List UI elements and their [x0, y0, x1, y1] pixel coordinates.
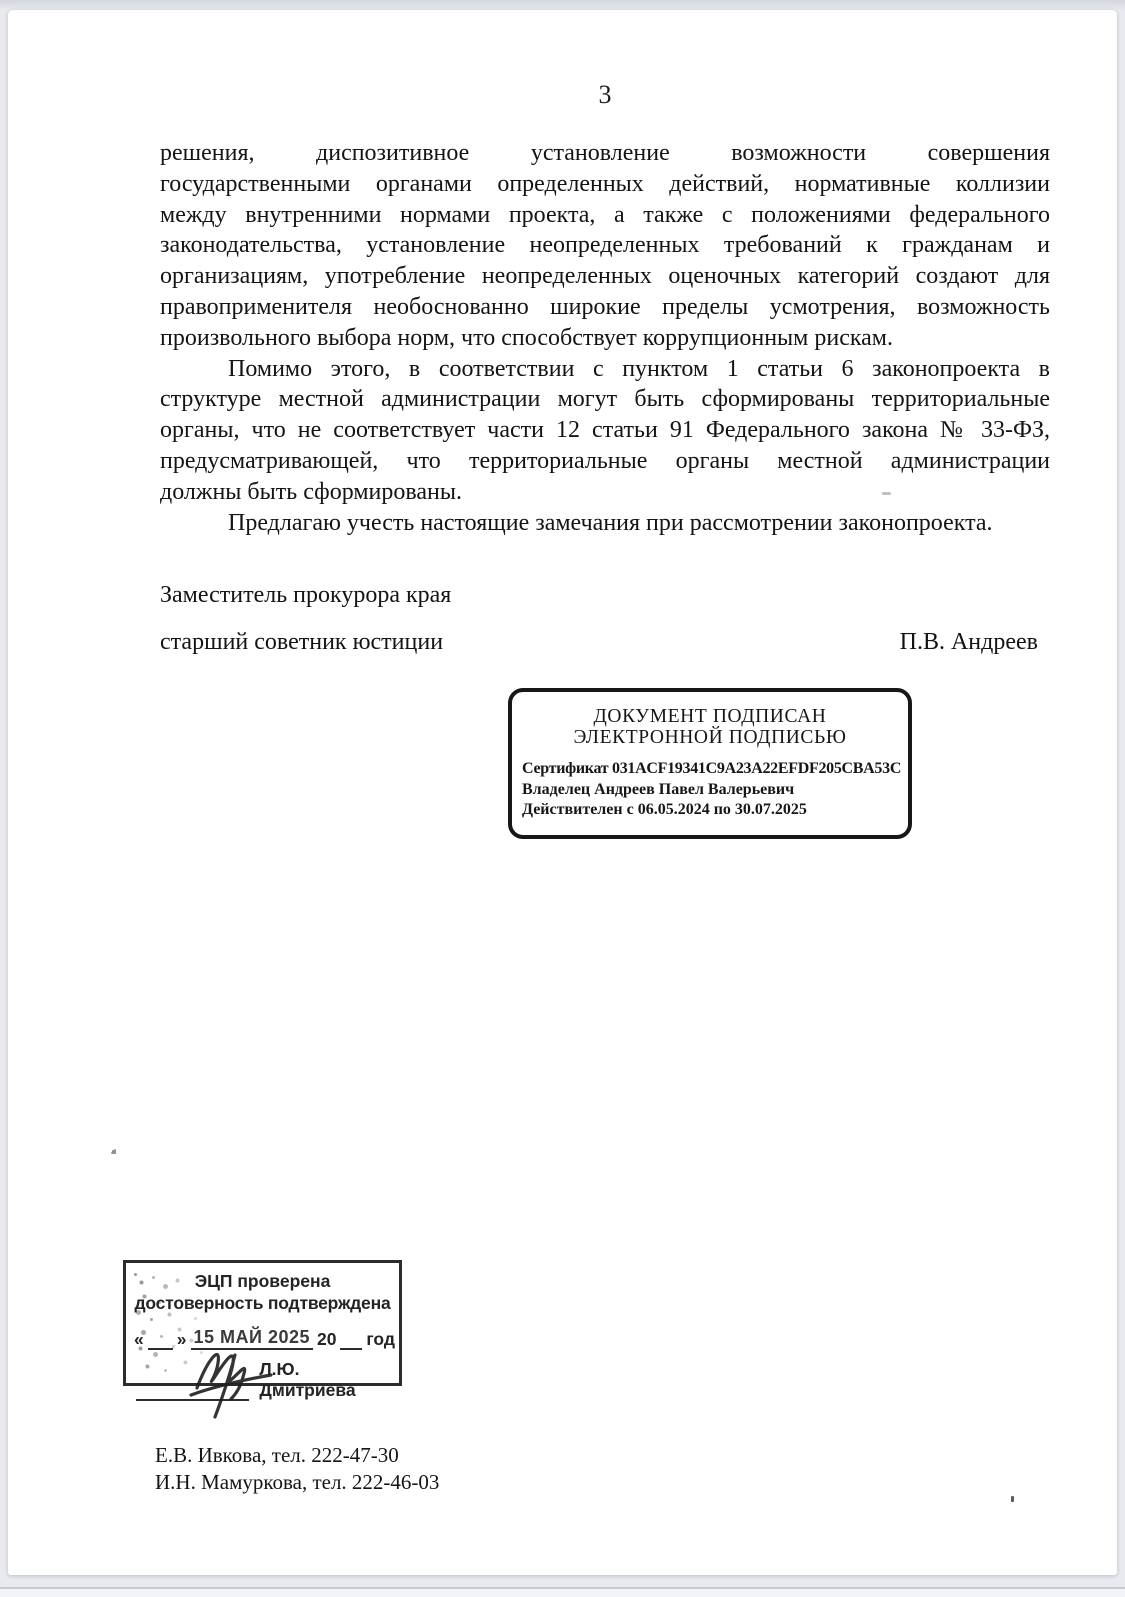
scan-speck [112, 1150, 116, 1154]
page-number: 3 [598, 80, 612, 109]
body-line: между внутренними нормами проекта, а также с положениями федерального [160, 201, 1050, 228]
day-blank-line [148, 1332, 173, 1350]
esign-title [512, 706, 908, 748]
body-line: правоприменителя необоснованно широкие пределы усмотрения, возможность [160, 293, 1050, 320]
stamp-line1: ЭЦП проверена [194, 1271, 331, 1291]
stamped-date: 15 МАЙ 2025 [191, 1327, 314, 1350]
body-text [160, 138, 1050, 538]
signer-position-line1: Заместитель прокурора края [160, 582, 452, 608]
stamp-line2: достоверность подтверждена [134, 1293, 391, 1313]
year-blank-line [340, 1332, 362, 1350]
body-line: предусматривающей, что территориальные органы местной администрации [160, 447, 1050, 474]
year-suffix: год [366, 1329, 395, 1349]
signature-row [160, 629, 1038, 656]
contact-line: И.Н. Мамуркова, тел. 222-46-03 [155, 1470, 440, 1494]
footer-contacts [155, 1442, 439, 1496]
stamp-ink-speckles [134, 1273, 137, 1276]
viewer-bottom-area [0, 1589, 1125, 1597]
body-line: структуре местной администрации могут быть сформированы территориальные [160, 386, 1050, 413]
body-line: законодательства, установление неопределенных требований к гражданам и [160, 232, 1050, 259]
esign-certificate: Сертификат 031ACF19341C9A23A22EFDF205CBA53C [522, 760, 902, 777]
quote-close-mark: » [176, 1329, 187, 1349]
esign-title-line2: ЭЛЕКТРОННОЙ ПОДПИСЬЮ [573, 727, 847, 748]
stamp-signature-row [136, 1359, 395, 1401]
contact-line: Е.В. Ивкова, тел. 222-47-30 [155, 1443, 399, 1467]
viewer-top-edge [0, 0, 1125, 10]
body-line: органы, что не соответствует части 12 статьи 91 Федерального закона № 33-ФЗ, [160, 417, 1050, 444]
esign-owner: Владелец Андреев Павел Валерьевич [522, 780, 795, 798]
body-line: должны быть сформированы. [160, 478, 462, 505]
body-line: решения, диспозитивное установление возможности совершения [160, 140, 1050, 166]
signer-position-line2: старший советник юстиции [160, 629, 444, 655]
stamp-signer-name: Л.Ю. Дмитриева [259, 1359, 356, 1400]
year-prefix: 20 [317, 1329, 337, 1349]
body-line: государственными органами определенных действий, нормативные коллизии [160, 170, 1050, 197]
body-line: Помимо этого, в соответствии с пунктом 1 статьи 6 законопроекта в [228, 355, 1050, 382]
scan-speck [1011, 1496, 1014, 1502]
body-line: организациям, употребление неопределенных оценочных категорий создают для [160, 263, 1050, 290]
body-line: Предлагаю учесть настоящие замечания при рассмотрении законопроекта. [228, 509, 993, 536]
esign-title-line1: ДОКУМЕНТ ПОДПИСАН [593, 706, 827, 727]
handwritten-signature-icon [191, 1333, 273, 1415]
esign-details [522, 759, 908, 821]
body-line: произвольного выбора норм, что способствует коррупционным рискам. [160, 324, 893, 351]
document-page [8, 10, 1117, 1575]
verification-stamp [123, 1260, 402, 1400]
esign-box [508, 688, 912, 839]
quote-open-mark: « [134, 1329, 144, 1349]
esign-validity: Действителен с 06.05.2024 по 30.07.2025 [522, 801, 807, 818]
signer-name: П.В. Андреев [899, 629, 1038, 655]
scan-speck [882, 492, 891, 495]
